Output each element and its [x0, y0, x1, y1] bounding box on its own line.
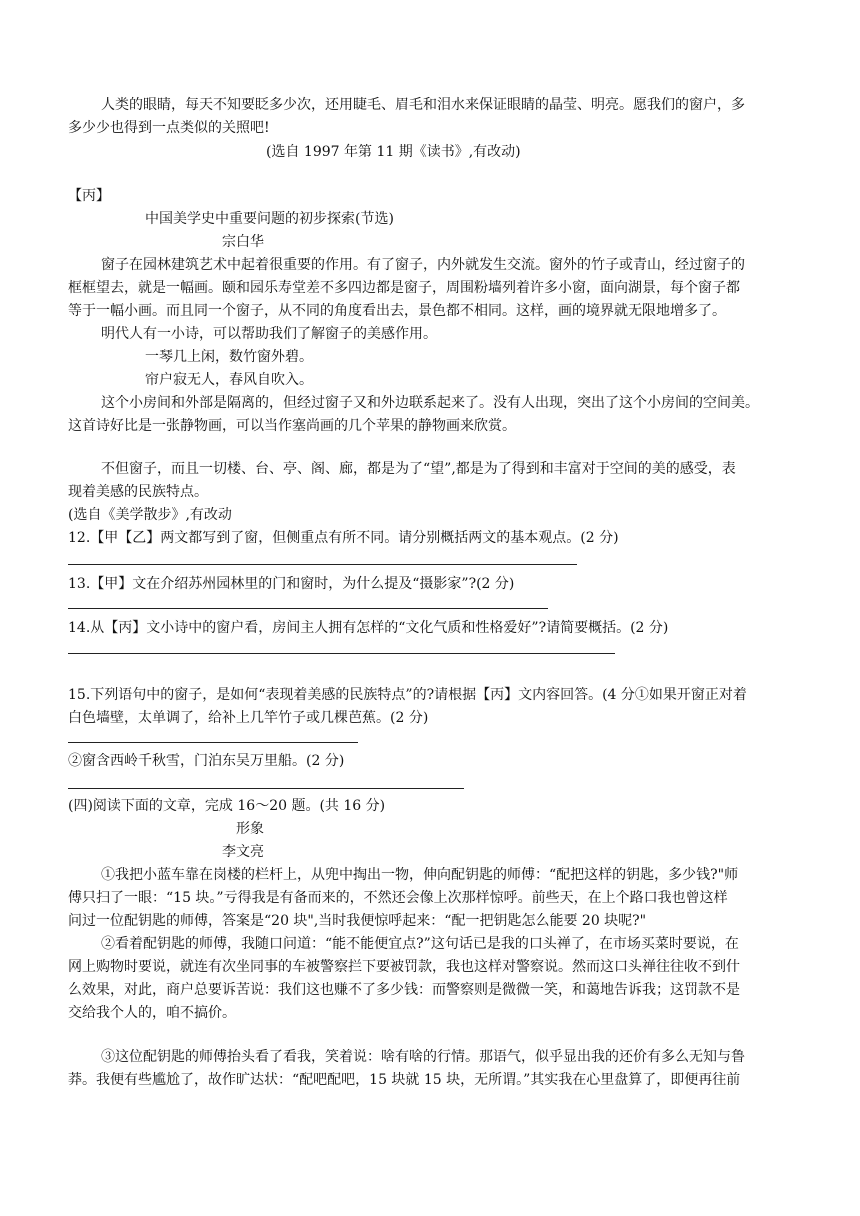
article-line: ①我把小蓝车靠在岗楼的栏杆上，从兜中掏出一物，伸向配钥匙的师傅：“配把这样的钥匙，多少钱?"师 [101, 867, 739, 883]
section-header: (四)阅读下面的文章，完成 16～20 题。(共 16 分) [68, 798, 386, 814]
passage-c-author: 宗白华 [222, 234, 264, 250]
article-line: 问过一位配钥匙的师傅，答案是“20 块",当时我便惊呼起来：“配一把钥匙怎么能要 20 块呢?" [68, 913, 647, 929]
article-line: 网上购物时要说，就连有次坐同事的车被警察拦下要被罚款，我也这样对警察说。然而这口头禅往往收不到什 [68, 959, 740, 975]
question-15-part-2: ②窗含西岭千秋雪，门泊东吴万里船。(2 分) [68, 753, 345, 769]
answer-line[interactable] [68, 653, 615, 654]
answer-line[interactable] [68, 564, 577, 565]
passage-c-title: 中国美学史中重要问题的初步探索(节选) [145, 211, 394, 227]
article-line: 傅只扫了一眼：“15 块。”亏得我是有备而来的，不然还会像上次那样惊呼。前些天，在上个路口我也曾这样 [68, 890, 728, 906]
passage-c-line: 这首诗好比是一张静物画，可以当作塞尚画的几个苹果的静物画来欣赏。 [68, 418, 516, 434]
article-line: ③这位配钥匙的师傅抬头看了看我，笑着说：啥有啥的行情。那语气，似乎显出我的还价有多么无知与鲁 [101, 1049, 745, 1065]
question-13: 13.【甲】文在介绍苏州园林里的门和窗时，为什么提及“摄影家”?(2 分) [68, 576, 515, 592]
passage-b-line: 多少少也得到一点类似的关照吧! [68, 120, 270, 136]
passage-c-line: 明代人有一小诗，可以帮助我们了解窗子的美感作用。 [101, 326, 437, 342]
question-14: 14.从【丙】文小诗中的窗户看，房间主人拥有怎样的“文化气质和性格爱好”?请简要概括。(2 分) [68, 620, 669, 636]
article-line: 交给我个人的，咱不搞价。 [68, 1005, 236, 1021]
passage-c-line: 不但窗子，而且一切楼、台、亭、阁、廊，都是为了“望”,都是为了得到和丰富对于空间的美的感受，表 [101, 461, 736, 477]
poem-line: 帘户寂无人，春风自吹入。 [145, 372, 313, 388]
question-12: 12.【甲【乙】两文都写到了窗，但侧重点有所不同。请分别概括两文的基本观点。(2 分) [68, 530, 619, 546]
passage-c-label: 【丙】 [68, 188, 110, 204]
answer-line[interactable] [68, 608, 548, 609]
article-line: 莽。我便有些尴尬了，故作旷达状：“配吧配吧，15 块就 15 块，无所谓。”其实我在心里盘算了，即便再往前 [68, 1072, 741, 1088]
question-15: 15.下列语句中的窗子，是如何“表现着美感的民族特点”的?请根据【丙】文内容回答。(4 分①如果开窗正对着 [68, 687, 747, 703]
passage-c-line: 等于一幅小画。而且同一个窗子，从不同的角度看出去，景色都不相同。这样，画的境界就无限地增多了。 [68, 303, 726, 319]
question-15: 白色墙壁，太单调了，给补上几竿竹子或几棵芭蕉。(2 分) [68, 710, 429, 726]
passage-c-source: (选自《美学散步》,有改动 [68, 507, 232, 523]
article-title: 形象 [236, 821, 264, 837]
passage-b-source: (选自 1997 年第 11 期《读书》,有改动) [266, 144, 521, 160]
poem-line: 一琴几上闲，数竹窗外碧。 [145, 349, 313, 365]
passage-c-line: 框框望去，就是一幅画。颐和园乐寿堂差不多四边都是窗子，周围粉墙列着许多小窗，面向湖景，每个窗子都 [68, 280, 740, 296]
answer-line[interactable] [68, 788, 464, 789]
article-line: ②看着配钥匙的师傅，我随口问道：“能不能便宜点?”这句话已是我的口头禅了，在市场买菜时要说，在 [101, 936, 739, 952]
passage-c-line: 窗子在园林建筑艺术中起着很重要的作用。有了窗子，内外就发生交流。窗外的竹子或青山，经过窗子的 [101, 257, 745, 273]
article-author: 李文亮 [222, 844, 264, 860]
passage-b-line: 人类的眼睛，每天不知要眨多少次，还用睫毛、眉毛和泪水来保证眼睛的晶莹、明亮。愿我们的窗户，多 [101, 97, 745, 113]
passage-c-line: 这个小房间和外部是隔离的，但经过窗子又和外边联系起来了。没有人出现，突出了这个小房间的空间美。 [101, 395, 759, 411]
article-line: 么效果，对此，商户总要诉苦说：我们这也赚不了多少钱：而警察则是微微一笑，和蔼地告诉我；这罚款不是 [68, 982, 740, 998]
passage-c-line: 现着美感的民族特点。 [68, 484, 208, 500]
answer-line[interactable] [68, 742, 358, 743]
